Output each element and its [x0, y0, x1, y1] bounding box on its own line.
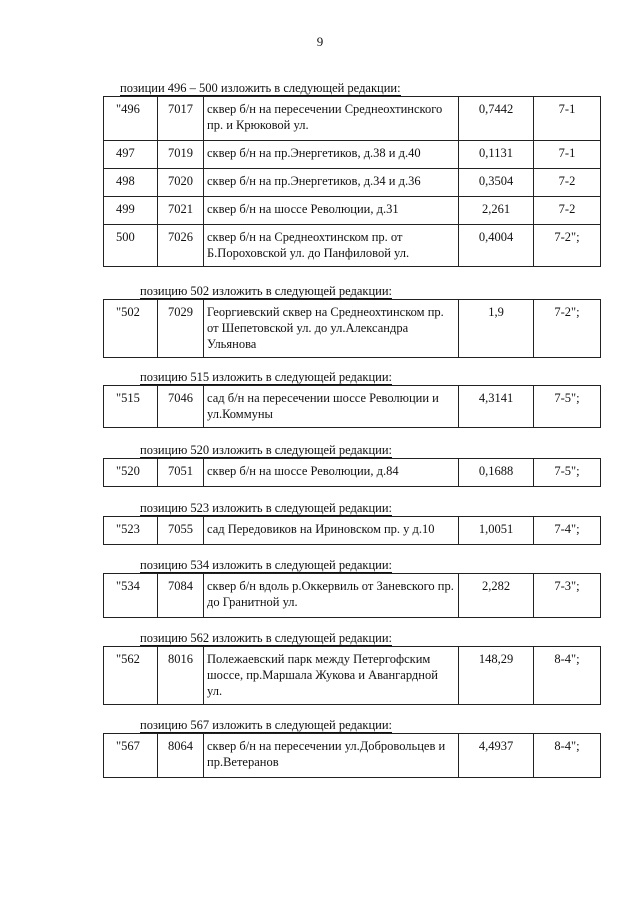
section-502: [103, 283, 600, 358]
position-number: 500: [104, 225, 158, 267]
object-zone: 7-1: [534, 141, 601, 169]
object-zone: 7-5";: [534, 386, 601, 428]
object-code: 8064: [158, 734, 204, 778]
object-zone: 7-2: [534, 169, 601, 197]
position-number: "567: [104, 734, 158, 778]
object-area: 0,1688: [459, 459, 534, 487]
object-code: 7020: [158, 169, 204, 197]
object-name: сквер б/н вдоль р.Оккервиль от Заневского пр. до Гранитной ул.: [204, 574, 459, 618]
object-area: 2,261: [459, 197, 534, 225]
positions-table: [103, 646, 601, 705]
object-code: 7026: [158, 225, 204, 267]
object-name: сквер б/н на Среднеохтинском пр. от Б.Пороховской ул. до Панфиловой ул.: [204, 225, 459, 267]
positions-table: [103, 458, 601, 487]
object-name: сквер б/н на пересечении ул.Добровольцев и пр.Ветеранов: [204, 734, 459, 778]
section-534: [103, 557, 600, 618]
table-row: [104, 300, 601, 358]
positions-table: [103, 733, 601, 778]
object-zone: 8-4";: [534, 734, 601, 778]
object-zone: 7-2: [534, 197, 601, 225]
section-heading: позицию 534 изложить в следующей редакции:: [140, 558, 392, 572]
object-area: 2,282: [459, 574, 534, 618]
object-code: 7021: [158, 197, 204, 225]
section-heading: позицию 562 изложить в следующей редакции:: [140, 631, 392, 645]
object-name: сквер б/н на пересечении Среднеохтинского пр. и Крюковой ул.: [204, 97, 459, 141]
table-row: [104, 734, 601, 778]
object-code: 7055: [158, 517, 204, 545]
section-heading: позиции 496 – 500 изложить в следующей редакции:: [120, 81, 401, 95]
object-zone: 7-3";: [534, 574, 601, 618]
table-row: [104, 517, 601, 545]
object-zone: 7-5";: [534, 459, 601, 487]
object-name: сквер б/н на шоссе Революции, д.84: [204, 459, 459, 487]
section-heading: позицию 567 изложить в следующей редакции:: [140, 718, 392, 732]
position-number: "502: [104, 300, 158, 358]
object-name: сквер б/н на пр.Энергетиков, д.34 и д.36: [204, 169, 459, 197]
position-number: "515: [104, 386, 158, 428]
table-row: [104, 386, 601, 428]
table-row: [104, 169, 601, 197]
positions-table: [103, 573, 601, 618]
position-number: "520: [104, 459, 158, 487]
object-zone: 7-2";: [534, 225, 601, 267]
object-area: 4,3141: [459, 386, 534, 428]
section-562: [103, 630, 600, 705]
object-zone: 8-4";: [534, 647, 601, 705]
object-zone: 7-2";: [534, 300, 601, 358]
object-area: 0,4004: [459, 225, 534, 267]
section-heading: позицию 502 изложить в следующей редакции:: [140, 284, 392, 298]
object-code: 7029: [158, 300, 204, 358]
object-zone: 7-4";: [534, 517, 601, 545]
object-area: 148,29: [459, 647, 534, 705]
table-row: [104, 647, 601, 705]
table-row: [104, 459, 601, 487]
position-number: 497: [104, 141, 158, 169]
page-number: 9: [316, 34, 324, 49]
section-567: [103, 717, 600, 778]
object-area: 0,3504: [459, 169, 534, 197]
section-heading: позицию 523 изложить в следующей редакции:: [140, 501, 392, 515]
object-code: 7046: [158, 386, 204, 428]
positions-table: [103, 96, 601, 267]
position-number: "496: [104, 97, 158, 141]
object-code: 7051: [158, 459, 204, 487]
position-number: "534: [104, 574, 158, 618]
object-code: 7019: [158, 141, 204, 169]
positions-table: [103, 516, 601, 545]
table-row: [104, 574, 601, 618]
object-code: 7017: [158, 97, 204, 141]
object-name: сад Передовиков на Ириновском пр. у д.10: [204, 517, 459, 545]
section-520: [103, 442, 600, 487]
object-code: 7084: [158, 574, 204, 618]
object-code: 8016: [158, 647, 204, 705]
position-number: "523: [104, 517, 158, 545]
section-515: [103, 369, 600, 428]
table-row: [104, 225, 601, 267]
object-name: Полежаевский парк между Петергофским шоссе, пр.Маршала Жукова и Авангардной ул.: [204, 647, 459, 705]
positions-table: [103, 385, 601, 428]
table-row: [104, 141, 601, 169]
object-area: 1,9: [459, 300, 534, 358]
object-name: Георгиевский сквер на Среднеохтинском пр. от Шепетовской ул. до ул.Александра Ульянова: [204, 300, 459, 358]
position-number: 499: [104, 197, 158, 225]
position-number: 498: [104, 169, 158, 197]
object-name: сад б/н на пересечении шоссе Революции и ул.Коммуны: [204, 386, 459, 428]
object-area: 0,1131: [459, 141, 534, 169]
positions-table: [103, 299, 601, 358]
table-row: [104, 97, 601, 141]
object-area: 0,7442: [459, 97, 534, 141]
section-523: [103, 500, 600, 545]
object-area: 4,4937: [459, 734, 534, 778]
object-name: сквер б/н на шоссе Революции, д.31: [204, 197, 459, 225]
object-zone: 7-1: [534, 97, 601, 141]
section-heading: позицию 515 изложить в следующей редакции:: [140, 370, 392, 384]
section-496-500: [103, 80, 600, 267]
object-name: сквер б/н на пр.Энергетиков, д.38 и д.40: [204, 141, 459, 169]
position-number: "562: [104, 647, 158, 705]
object-area: 1,0051: [459, 517, 534, 545]
section-heading: позицию 520 изложить в следующей редакции:: [140, 443, 392, 457]
table-row: [104, 197, 601, 225]
